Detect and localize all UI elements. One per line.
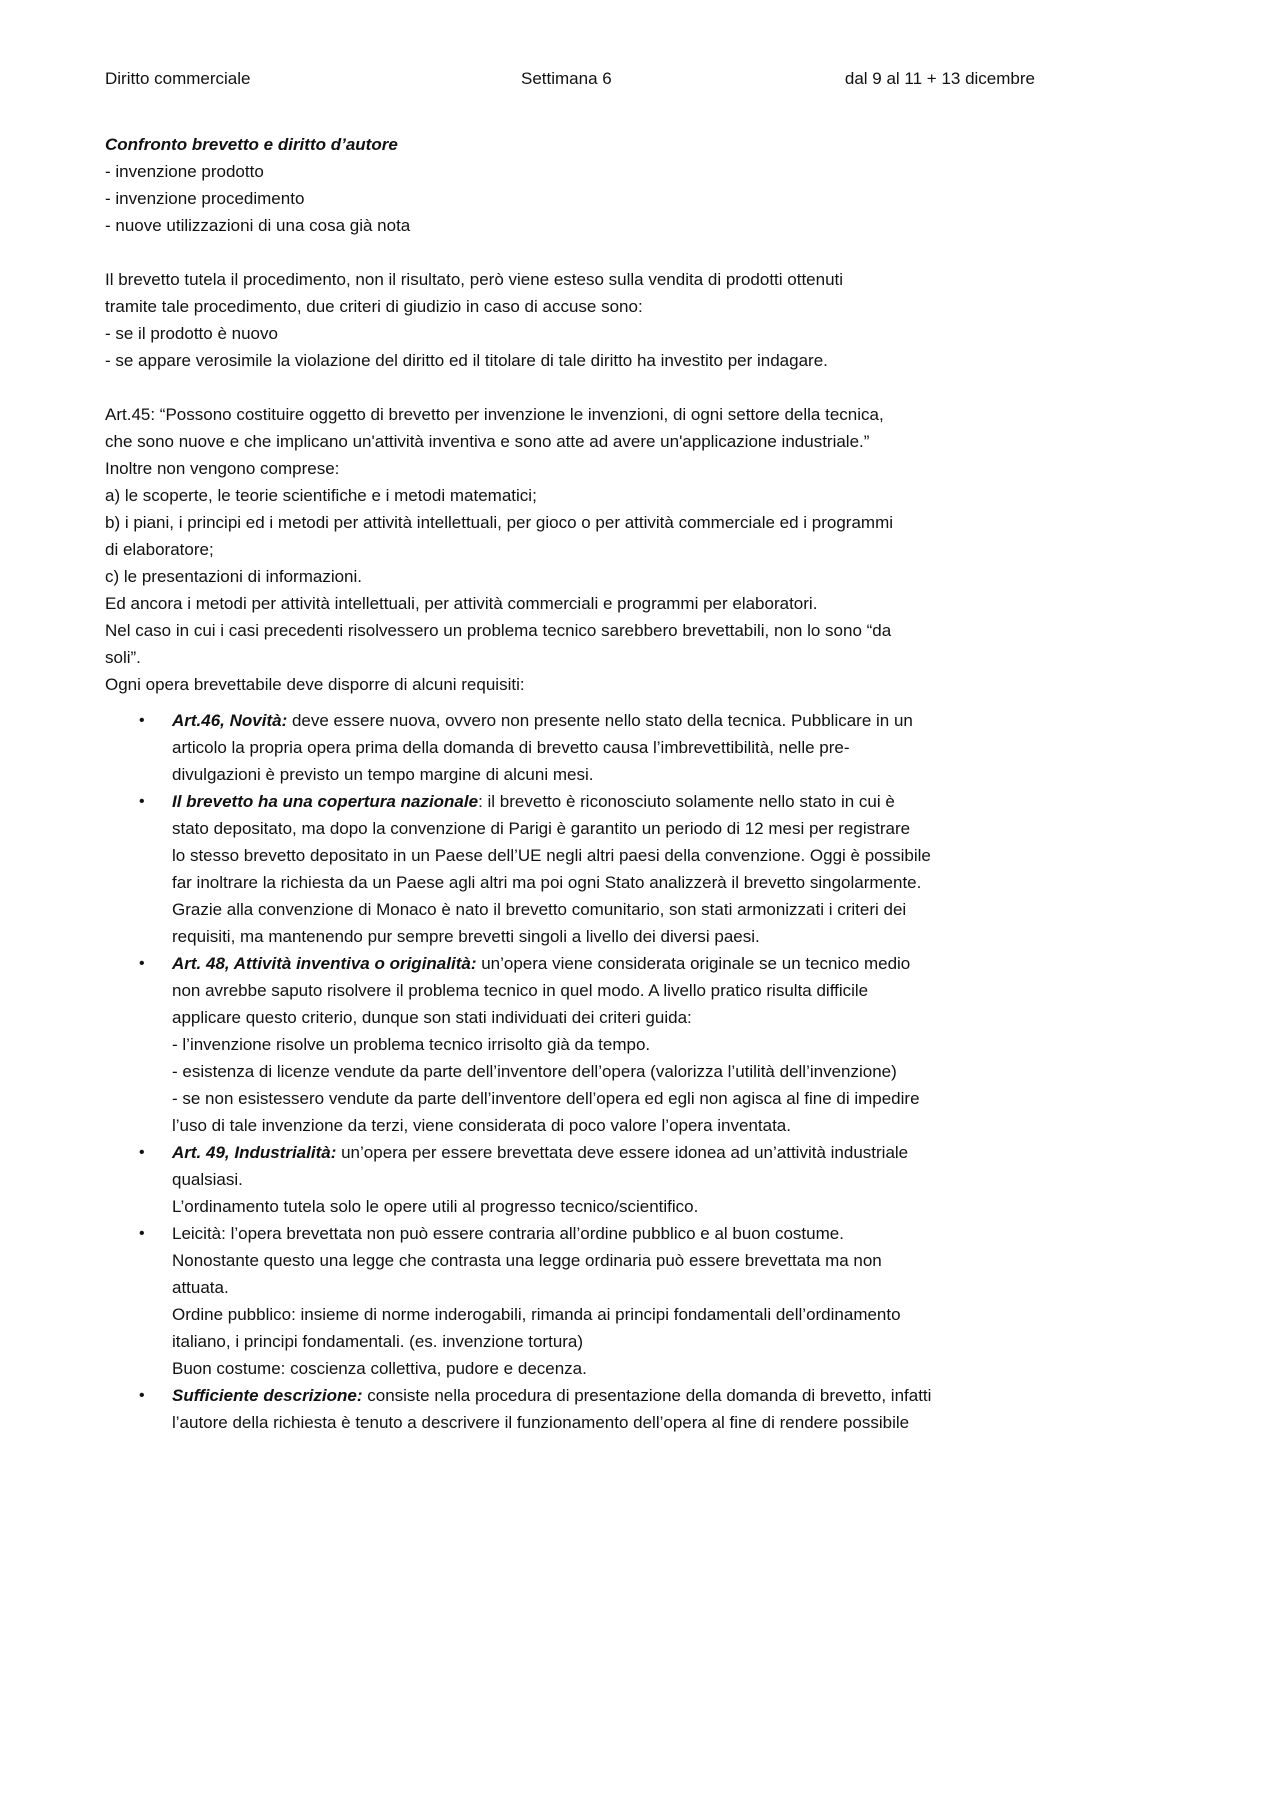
- paragraph-line: a) le scoperte, le teorie scientifiche e i metodi matematici;: [105, 486, 537, 505]
- requirement-title: Sufficiente descrizione:: [172, 1386, 363, 1405]
- requirement-text: consiste nella procedura di presentazione della domanda di brevetto, infatti: [362, 1386, 932, 1405]
- requirement-first-line: [172, 788, 1005, 815]
- requirement-first-line: [172, 950, 1005, 977]
- requirement-line: qualsiasi.: [172, 1170, 243, 1189]
- requirement-line: applicare questo criterio, dunque son stati individuati dei criteri guida:: [172, 1008, 692, 1027]
- requirement-first-line: [172, 707, 1005, 734]
- requirement-line: attuata.: [172, 1278, 229, 1297]
- bullet-icon: •: [139, 793, 145, 810]
- requirement-title: Art. 49, Industrialità:: [172, 1143, 337, 1162]
- bullet-icon: •: [139, 955, 145, 972]
- bullet-icon: •: [139, 1225, 145, 1242]
- paragraph-line: Ed ancora i metodi per attività intellettuali, per attività commerciali e programmi per elaboratori.: [105, 594, 818, 613]
- document-body: [105, 131, 1005, 1436]
- requirement-line: - l’invenzione risolve un problema tecnico irrisolto già da tempo.: [172, 1035, 651, 1054]
- header-week: Settimana 6: [521, 69, 612, 88]
- paragraph-line: tramite tale procedimento, due criteri di giudizio in caso di accuse sono:: [105, 297, 643, 316]
- requirement-first-line: [172, 1139, 1005, 1166]
- requirement-line: Buon costume: coscienza collettiva, pudore e decenza.: [172, 1359, 587, 1378]
- requirement-line: L’ordinamento tutela solo le opere utili al progresso tecnico/scientifico.: [172, 1197, 699, 1216]
- requirement-text: : il brevetto è riconosciuto solamente nello stato in cui è: [478, 792, 895, 811]
- header-dates: dal 9 al 11 + 13 dicembre: [844, 69, 1035, 88]
- requirement-title: Art.46, Novità:: [172, 711, 288, 730]
- paragraph-line: c) le presentazioni di informazioni.: [105, 567, 363, 586]
- requirement-item: [105, 950, 1005, 1139]
- requirement-line: divulgazioni è previsto un tempo margine di alcuni mesi.: [172, 765, 594, 784]
- requirement-line: lo stesso brevetto depositato in un Paese dell’UE negli altri paesi della convenzione. Oggi è possibile: [172, 846, 931, 865]
- requirement-line: l’uso di tale invenzione da terzi, viene considerata di poco valore l’opera inventata.: [172, 1116, 791, 1135]
- requirement-line: - se non esistessero vendute da parte dell’inventore dell’opera ed egli non agisca al fine di impedire: [172, 1089, 920, 1108]
- requirement-line: requisiti, ma mantenendo pur sempre brevetti singoli a livello dei diversi paesi.: [172, 927, 760, 946]
- intro-item: - invenzione prodotto: [105, 162, 264, 181]
- intro-item: - nuove utilizzazioni di una cosa già nota: [105, 216, 411, 235]
- requirement-first-line: [172, 1382, 1005, 1409]
- requirement-item: [105, 1382, 1005, 1436]
- paragraph-line: soli”.: [105, 648, 141, 667]
- requirement-text: deve essere nuova, ovvero non presente nello stato della tecnica. Pubblicare in un: [287, 711, 913, 730]
- requirement-title: Il brevetto ha una copertura nazionale: [172, 792, 479, 811]
- section-heading: Confronto brevetto e diritto d’autore: [105, 135, 398, 154]
- requirement-line: articolo la propria opera prima della domanda di brevetto causa l’imbrevettibilità, nelle pre-: [172, 738, 850, 757]
- paragraph-line: Inoltre non vengono comprese:: [105, 459, 340, 478]
- requirement-item: [105, 788, 1005, 950]
- requirement-line: italiano, i principi fondamentali. (es. invenzione tortura): [172, 1332, 584, 1351]
- requirement-item: [105, 1139, 1005, 1220]
- requirements-list: [105, 707, 1005, 1436]
- intro-item: - invenzione procedimento: [105, 189, 305, 208]
- requirement-title: Art. 48, Attività inventiva o originalità:: [172, 954, 477, 973]
- paragraph-gap: [105, 239, 1005, 266]
- paragraph-line: che sono nuove e che implicano un'attività inventiva e sono atte ad avere un'applicazione industriale.”: [105, 432, 870, 451]
- requirement-line: Nonostante questo una legge che contrasta una legge ordinaria può essere brevettata ma non: [172, 1251, 882, 1270]
- requirement-item: [105, 1220, 1005, 1382]
- requirement-line: - esistenza di licenze vendute da parte dell’inventore dell’opera (valorizza l’utilità dell’invenzione): [172, 1062, 897, 1081]
- requirement-line: l’autore della richiesta è tenuto a descrivere il funzionamento dell’opera al fine di rendere possibile: [172, 1413, 910, 1432]
- paragraph-line: b) i piani, i principi ed i metodi per attività intellettuali, per gioco o per attività commerciale ed i programmi: [105, 513, 894, 532]
- paragraph-line: - se il prodotto è nuovo: [105, 324, 278, 343]
- paragraph-line: Nel caso in cui i casi precedenti risolvessero un problema tecnico sarebbero brevettabili, non lo sono “da: [105, 621, 892, 640]
- requirement-text: un’opera viene considerata originale se un tecnico medio: [476, 954, 911, 973]
- bullet-icon: •: [139, 1387, 145, 1404]
- bullet-icon: •: [139, 1144, 145, 1161]
- bullet-icon: •: [139, 712, 145, 729]
- requirement-text: Leicità: l’opera brevettata non può essere contraria all’ordine pubblico e al buon costume.: [172, 1224, 844, 1243]
- requirement-line: non avrebbe saputo risolvere il problema tecnico in quel modo. A livello pratico risulta difficile: [172, 981, 869, 1000]
- requirement-first-line: [172, 1220, 1005, 1247]
- requirement-line: far inoltrare la richiesta da un Paese agli altri ma poi ogni Stato analizzerà il brevetto singolarmente.: [172, 873, 922, 892]
- requirement-text: un’opera per essere brevettata deve essere idonea ad un’attività industriale: [336, 1143, 909, 1162]
- paragraph-line: - se appare verosimile la violazione del diritto ed il titolare di tale diritto ha investito per indagare.: [105, 351, 828, 370]
- requirement-line: stato depositato, ma dopo la convenzione di Parigi è garantito un periodo di 12 mesi per registrare: [172, 819, 911, 838]
- page-header: [105, 66, 1035, 92]
- paragraph-line: Ogni opera brevettabile deve disporre di alcuni requisiti:: [105, 675, 525, 694]
- header-course: Diritto commerciale: [105, 69, 251, 88]
- paragraph-line: di elaboratore;: [105, 540, 214, 559]
- paragraph-gap: [105, 374, 1005, 401]
- requirement-item: [105, 707, 1005, 788]
- requirement-line: Grazie alla convenzione di Monaco è nato il brevetto comunitario, son stati armonizzati i criteri dei: [172, 900, 907, 919]
- requirement-line: Ordine pubblico: insieme di norme inderogabili, rimanda ai principi fondamentali dell’ordinamento: [172, 1305, 901, 1324]
- paragraph-line: Il brevetto tutela il procedimento, non il risultato, però viene esteso sulla vendita di prodotti ottenuti: [105, 270, 844, 289]
- paragraph-line: Art.45: “Possono costituire oggetto di brevetto per invenzione le invenzioni, di ogni settore della tecnica,: [105, 405, 884, 424]
